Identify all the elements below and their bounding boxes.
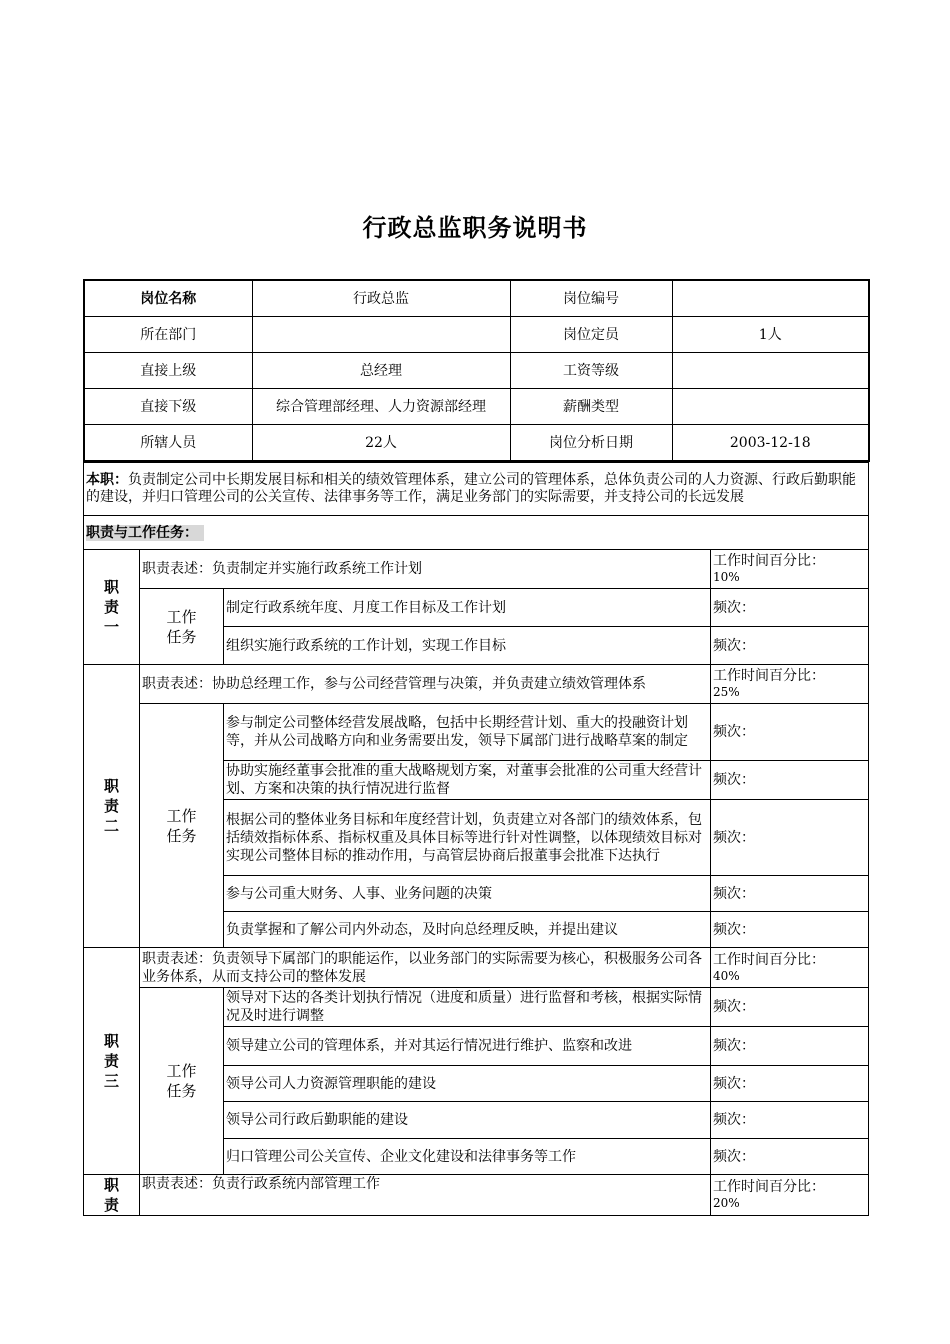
- duty-statement: 职责表述：负责领导下属部门的职能运作，以业务部门的实际需要为核心，积极服务公司各业务体系，从而支持公司的整体发展: [140, 948, 711, 988]
- task-text: 领导公司人力资源管理职能的建设: [224, 1066, 711, 1102]
- duty-statement-row: [84, 665, 869, 704]
- info-value: 1人: [672, 317, 869, 353]
- duty-statement-row: [84, 1175, 869, 1216]
- duty-statement-row: [84, 550, 869, 589]
- time-percentage: 工作时间百分比： 20%: [711, 1175, 869, 1216]
- task-row: [84, 988, 869, 1027]
- duty-statement: 职责表述：负责行政系统内部管理工作: [140, 1175, 711, 1216]
- frequency: 频次：: [711, 800, 869, 876]
- job-description-form: [83, 279, 868, 1216]
- info-key: 直接上级: [84, 353, 252, 389]
- frequency: 频次：: [711, 912, 869, 948]
- task-label: 工作任务: [140, 988, 224, 1175]
- benzhi-text: 负责制定公司中长期发展目标和相关的绩效管理体系，建立公司的管理体系，总体负责公司的人力资源、行政后勤职能的建设，并归口管理公司的公关宣传、法律事务等工作，满足业务部门的实际需要，并支持公司的长远发展: [86, 472, 856, 505]
- benzhi-label: 本职：: [86, 472, 128, 488]
- task-text: 组织实施行政系统的工作计划，实现工作目标: [224, 627, 711, 665]
- info-key: 岗位名称: [84, 280, 252, 317]
- duty-statement-row: [84, 948, 869, 988]
- task-text: 领导公司行政后勤职能的建设: [224, 1102, 711, 1139]
- duty-label: 职责一: [84, 550, 140, 665]
- frequency: 频次：: [711, 627, 869, 665]
- task-text: 协助实施经董事会批准的重大战略规划方案，对董事会批准的公司重大经营计划、方案和决策的执行情况进行监督: [224, 761, 711, 800]
- info-value: 22人: [252, 425, 510, 462]
- info-key: 薪酬类型: [510, 389, 672, 425]
- info-row: [84, 353, 869, 389]
- info-value: 行政总监: [252, 280, 510, 317]
- time-percentage: 工作时间百分比： 25%: [711, 665, 869, 704]
- duty-label: 职责二: [84, 665, 140, 948]
- frequency: 频次：: [711, 988, 869, 1027]
- task-text: 归口管理公司公关宣传、企业文化建设和法律事务等工作: [224, 1139, 711, 1175]
- page-title: 行政总监职务说明书: [362, 214, 588, 242]
- info-value: 2003-12-18: [672, 425, 869, 462]
- info-key: 所辖人员: [84, 425, 252, 462]
- duty-label: 职责三: [84, 948, 140, 1175]
- duty-statement: 职责表述：协助总经理工作，参与公司经营管理与决策，并负责建立绩效管理体系: [140, 665, 711, 704]
- task-text: 负责掌握和了解公司内外动态，及时向总经理反映，并提出建议: [224, 912, 711, 948]
- time-percentage: 工作时间百分比： 10%: [711, 550, 869, 589]
- frequency: 频次：: [711, 761, 869, 800]
- info-row: [84, 317, 869, 353]
- frequency: 频次：: [711, 704, 869, 761]
- frequency: 频次：: [711, 1139, 869, 1175]
- frequency: 频次：: [711, 589, 869, 627]
- info-row: [84, 389, 869, 425]
- frequency: 频次：: [711, 876, 869, 912]
- info-value: [672, 389, 869, 425]
- info-key: 直接下级: [84, 389, 252, 425]
- info-value: 总经理: [252, 353, 510, 389]
- basic-info-table: [83, 279, 870, 462]
- task-text: 参与公司重大财务、人事、业务问题的决策: [224, 876, 711, 912]
- frequency: 频次：: [711, 1102, 869, 1139]
- benzhi-cell: [84, 463, 869, 516]
- time-percentage: 工作时间百分比： 40%: [711, 948, 869, 988]
- info-value: 综合管理部经理、人力资源部经理: [252, 389, 510, 425]
- info-value: [672, 353, 869, 389]
- info-key: 岗位编号: [510, 280, 672, 317]
- task-row: [84, 704, 869, 761]
- info-value: [252, 317, 510, 353]
- frequency: 频次：: [711, 1027, 869, 1066]
- section-header: 职责与工作任务：: [86, 525, 204, 541]
- info-key: 工资等级: [510, 353, 672, 389]
- info-key: 所在部门: [84, 317, 252, 353]
- info-value: [672, 280, 869, 317]
- task-text: 领导建立公司的管理体系，并对其运行情况进行维护、监察和改进: [224, 1027, 711, 1066]
- task-label: 工作任务: [140, 704, 224, 948]
- task-text: 根据公司的整体业务目标和年度经营计划，负责建立对各部门的绩效体系，包括绩效指标体系、指标权重及具体目标等进行针对性调整，以体现绩效目标对实现公司整体目标的推动作用，与高管层协商后报董事会批准下达执行: [224, 800, 711, 876]
- benzhi-row: [84, 463, 869, 516]
- task-row: [84, 589, 869, 627]
- duty-statement: 职责表述：负责制定并实施行政系统工作计划: [140, 550, 711, 589]
- duty-label: 职责: [84, 1175, 140, 1216]
- task-label: 工作任务: [140, 589, 224, 665]
- info-row: [84, 280, 869, 317]
- section-header-row: [84, 516, 869, 550]
- task-text: 参与制定公司整体经营发展战略，包括中长期经营计划、重大的投融资计划等，并从公司战略方向和业务需要出发，领导下属部门进行战略草案的制定: [224, 704, 711, 761]
- info-key: 岗位分析日期: [510, 425, 672, 462]
- task-text: 领导对下达的各类计划执行情况（进度和质量）进行监督和考核，根据实际情况及时进行调整: [224, 988, 711, 1027]
- duties-table: [83, 462, 869, 1216]
- info-row: [84, 425, 869, 462]
- info-key: 岗位定员: [510, 317, 672, 353]
- task-text: 制定行政系统年度、月度工作目标及工作计划: [224, 589, 711, 627]
- frequency: 频次：: [711, 1066, 869, 1102]
